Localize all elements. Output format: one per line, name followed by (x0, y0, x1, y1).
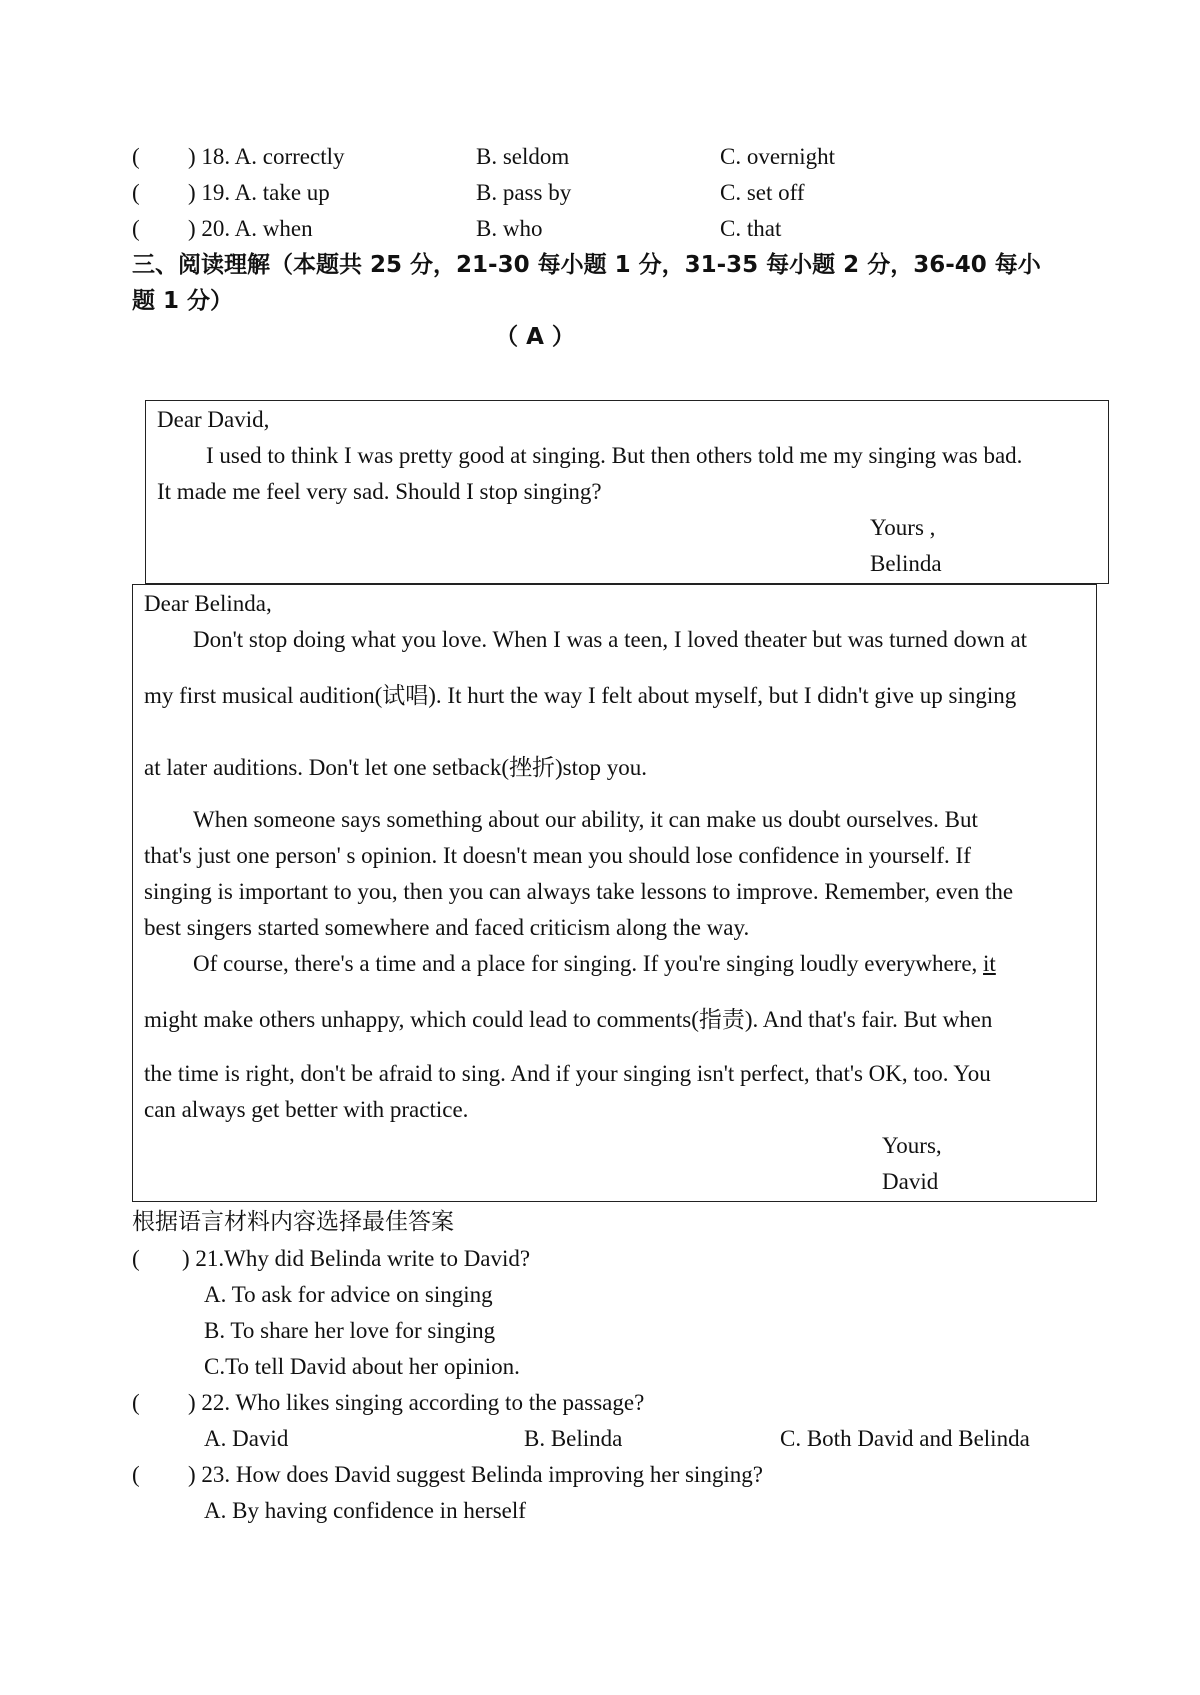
letter2-greeting: Dear Belinda, (144, 591, 272, 616)
q22-option-b: B. Belinda (524, 1426, 623, 1451)
letter2-p1-line2: my first musical audition(试唱). It hurt the way I felt about myself, but I didn't give up singing (144, 683, 1017, 708)
answer-paren: ( (132, 1462, 140, 1487)
letter1-signature: Belinda (870, 551, 942, 576)
q21-option-b: B. To share her love for singing (204, 1318, 496, 1343)
option-a: ) 18. A. correctly (188, 144, 345, 169)
letter2-closing: Yours, (882, 1133, 942, 1158)
section-title-line1: 三、阅读理解（本题共 25 分，21-30 每小题 1 分，31-35 每小题 2 分，36-40 每小 (132, 252, 1041, 278)
letter1-line1: I used to think I was pretty good at singing. But then others told me my singing was bad. (206, 443, 1023, 468)
question-text: ) 22. Who likes singing according to the passage? (188, 1390, 645, 1415)
letter2-p2-line4: best singers started somewhere and faced criticism along the way. (144, 915, 750, 940)
letter2-p3-line1-text: Of course, there's a time and a place for singing. If you're singing loudly everywhere, (193, 951, 984, 976)
option-a: ) 19. A. take up (188, 180, 330, 205)
option-b: B. who (476, 216, 543, 241)
q23-option-a: A. By having confidence in herself (204, 1498, 526, 1523)
letter1-closing: Yours , (870, 515, 936, 540)
letter2-p3-line4: can always get better with practice. (144, 1097, 469, 1122)
answer-paren: ( (132, 1246, 140, 1271)
letter1-line2: It made me feel very sad. Should I stop singing? (157, 479, 602, 504)
letter-belinda-box (145, 400, 1109, 584)
section-title (132, 247, 1082, 319)
passage-label: （ A ） (495, 324, 575, 350)
answer-paren: ( (132, 1390, 140, 1415)
section-title-line2: 题 1 分） (132, 288, 234, 314)
letter2-underlined-it: it (983, 951, 996, 976)
letter2-p2-line3: singing is important to you, then you can always take lessons to improve. Remember, even the (144, 879, 1014, 904)
q22-option-a: A. David (204, 1426, 289, 1451)
letter2-p2-line2: that's just one person' s opinion. It doesn't mean you should lose confidence in yourself. If (144, 843, 971, 868)
letter1-greeting: Dear David, (157, 407, 270, 432)
q21-option-c: C.To tell David about her opinion. (204, 1354, 520, 1379)
option-b: B. seldom (476, 144, 570, 169)
q22-option-c: C. Both David and Belinda (780, 1426, 1030, 1451)
letter-david-box (132, 584, 1097, 1202)
letter2-p3-line3: the time is right, don't be afraid to sing. And if your singing isn't perfect, that's OK, too. You (144, 1061, 991, 1086)
answer-paren: ( (132, 144, 140, 169)
letter2-p1-line1: Don't stop doing what you love. When I was a teen, I loved theater but was turned down at (193, 627, 1028, 652)
option-c: C. that (720, 216, 782, 241)
letter2-p3-line2: might make others unhappy, which could lead to comments(指责). And that's fair. But when (144, 1007, 993, 1032)
letter2-p3-line1 (193, 947, 996, 981)
option-a: ) 20. A. when (188, 216, 313, 241)
question-text: ) 23. How does David suggest Belinda improving her singing? (188, 1462, 763, 1487)
question-text: ) 21.Why did Belinda write to David? (182, 1246, 531, 1271)
letter2-p2-line1: When someone says something about our ability, it can make us doubt ourselves. But (193, 807, 978, 832)
option-c: C. overnight (720, 144, 835, 169)
letter2-p1-line3: at later auditions. Don't let one setback(挫折)stop you. (144, 755, 648, 780)
question-instruction: 根据语言材料内容选择最佳答案 (132, 1209, 454, 1235)
option-c: C. set off (720, 180, 805, 205)
answer-paren: ( (132, 216, 140, 241)
answer-paren: ( (132, 180, 140, 205)
letter2-signature: David (882, 1169, 939, 1194)
q21-option-a: A. To ask for advice on singing (204, 1282, 493, 1307)
option-b: B. pass by (476, 180, 572, 205)
